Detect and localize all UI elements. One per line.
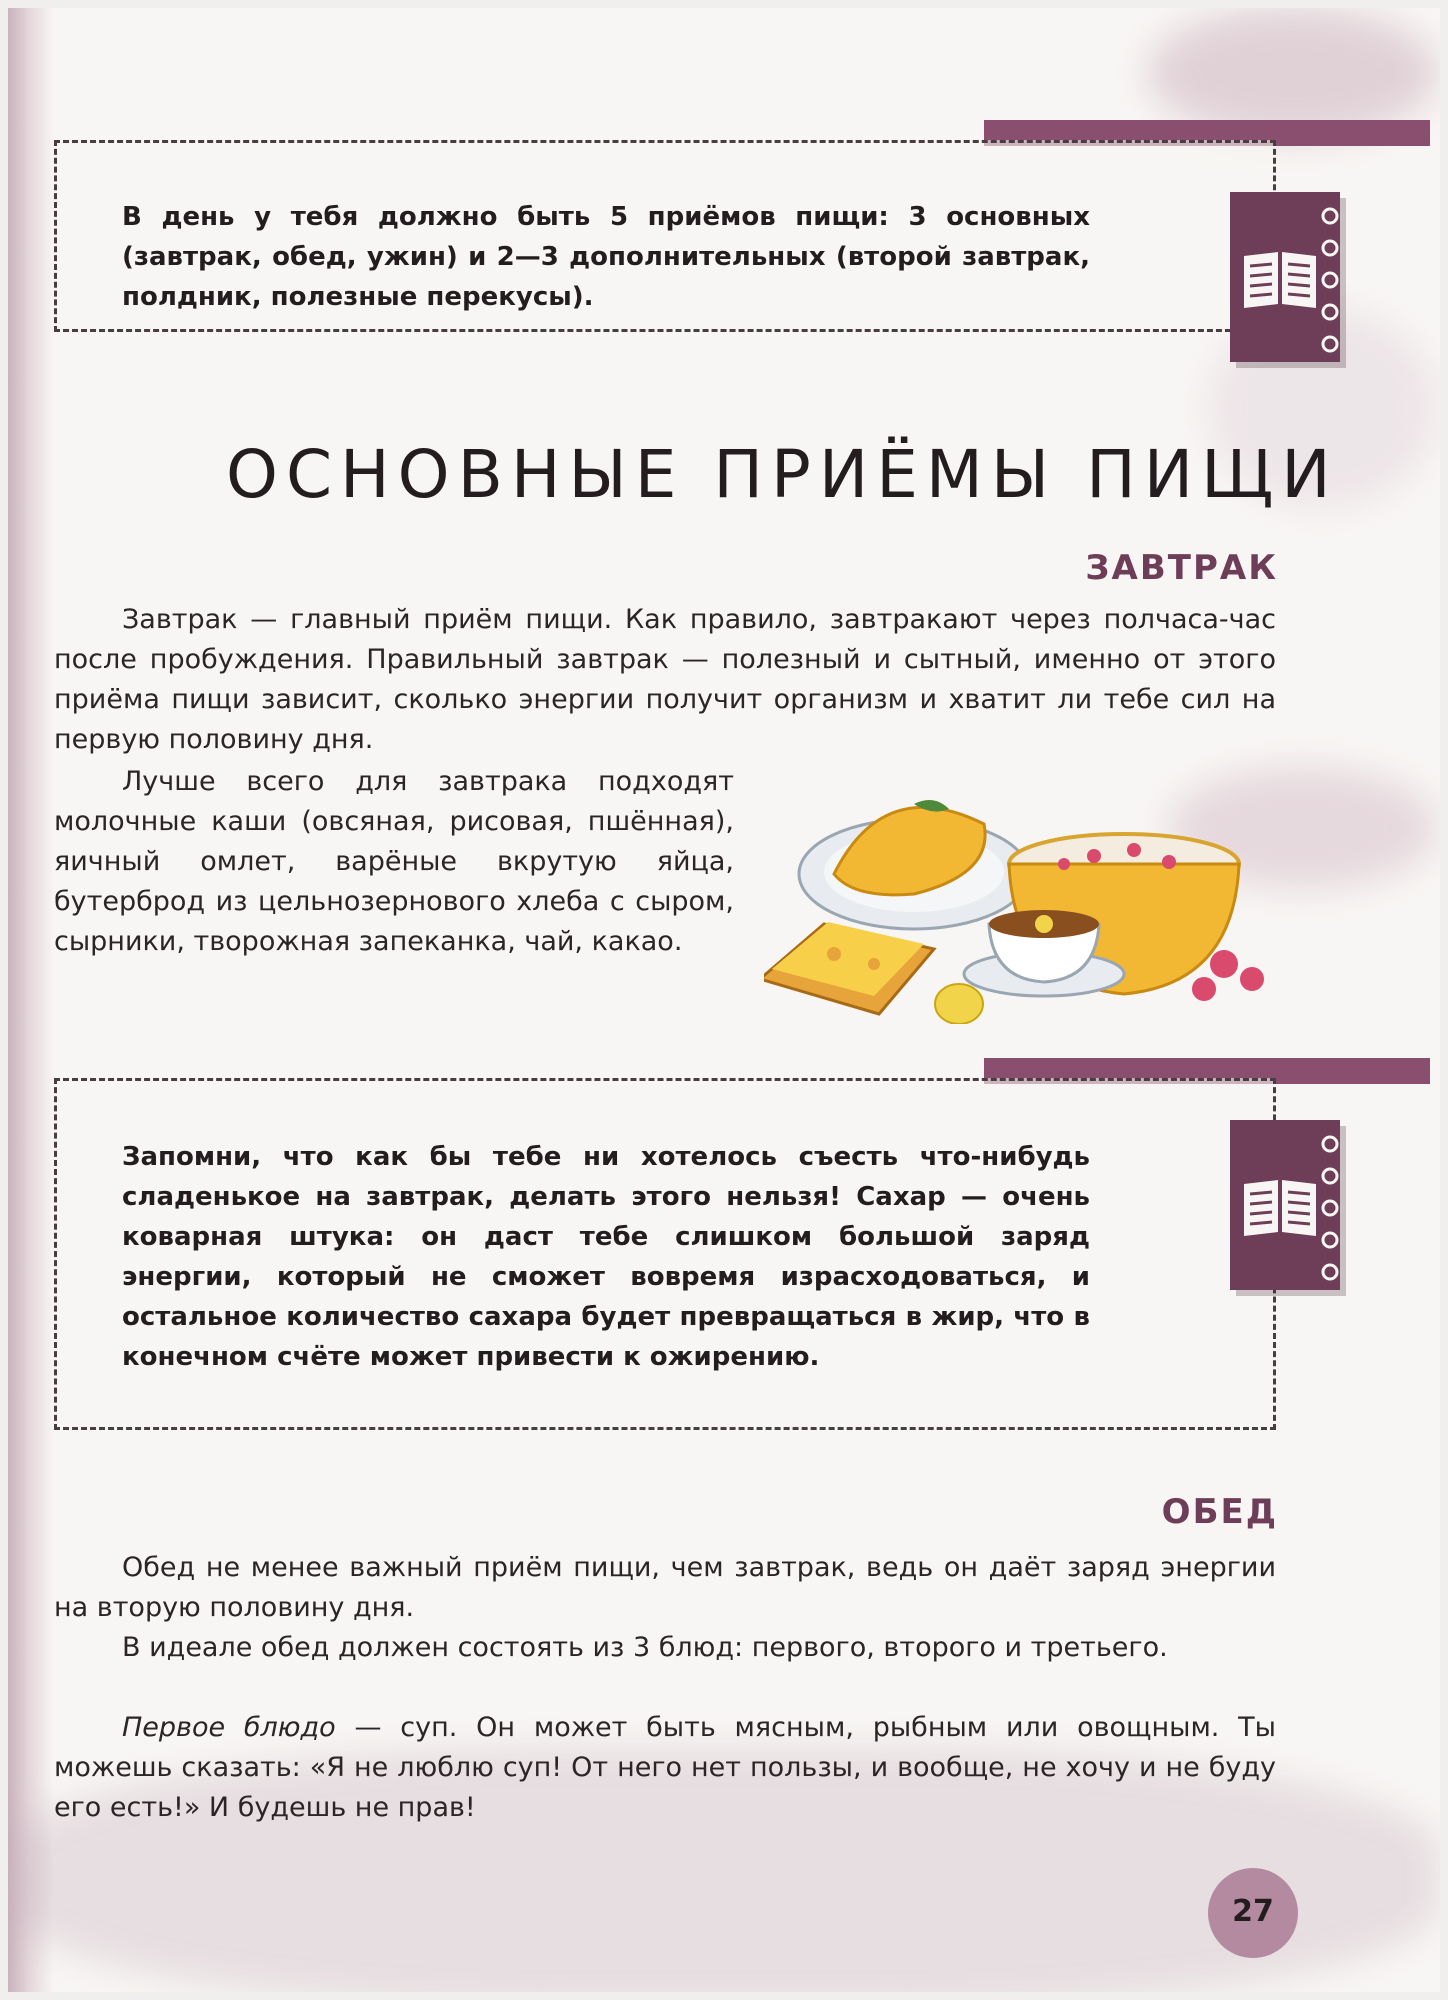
open-book-notebook-icon	[1230, 1120, 1340, 1290]
breakfast-paragraph-2: Лучше всего для завтрака подходят молочные каши (овсяная, рисовая, пшённая), яичный омлет, варёные вкрутую яйца, бутерброд из цельнозернового хлеба с сыром, сырники, творожная запеканка, чай, какао.	[54, 766, 734, 957]
lunch-paragraph-3	[54, 1708, 1276, 1828]
notice-text: Запомни, что как бы тебе ни хотелось съесть что-нибудь сладенькое на завтрак, делать этого нельзя! Сахар — очень коварная штука: он даст тебе слишком большой заряд энергии, который не сможет вовремя израсходоваться, и остальное количество сахара будет превращаться в жир, что в конечном счёте может привести к ожирению.	[122, 1142, 1090, 1372]
notice-box-meals-per-day	[54, 140, 1276, 332]
breakfast-paragraph-1: Завтрак — главный приём пищи. Как правило, завтракают через полчаса-час после пробуждения. Правильный завтрак — полезный и сытный, именно от этого приёма пищи зависит, сколько энергии получит организм и хватит ли тебе сил на первую половину дня.	[54, 604, 1276, 755]
page-number-badge	[1208, 1868, 1298, 1958]
section-heading-lunch: ОБЕД	[1161, 1492, 1278, 1532]
lunch-paragraph-1: Обед не менее важный приём пищи, чем завтрак, ведь он даёт заряд энергии на вторую половину дня.	[54, 1552, 1276, 1623]
decorative-wash	[1148, 8, 1438, 138]
open-book-notebook-icon	[1230, 192, 1340, 362]
page-spine-shadow	[8, 8, 54, 1992]
section-heading-breakfast: ЗАВТРАК	[1085, 548, 1278, 588]
first-course-text: — суп. Он может быть мясным, рыбным или овощным. Ты можешь сказать: «Я не люблю суп! От него нет пользы, и вообще, не хочу и не буду его есть!» И будешь не прав!	[54, 1712, 1276, 1823]
notice-box-sugar-warning	[54, 1078, 1276, 1430]
notice-text: В день у тебя должно быть 5 приёмов пищи: 3 основных (завтрак, обед, ужин) и 2—3 дополнительных (второй завтрак, полдник, полезные перекусы).	[122, 202, 1090, 312]
page-title: ОСНОВНЫЕ ПРИЁМЫ ПИЩИ	[226, 436, 1339, 513]
breakfast-food-illustration	[764, 764, 1264, 1024]
page-number: 27	[1232, 1894, 1274, 1929]
lunch-paragraph-2: В идеале обед должен состоять из 3 блюд: первого, второго и третьего.	[122, 1632, 1168, 1663]
book-page	[8, 8, 1440, 1992]
first-course-term: Первое блюдо	[122, 1712, 336, 1743]
